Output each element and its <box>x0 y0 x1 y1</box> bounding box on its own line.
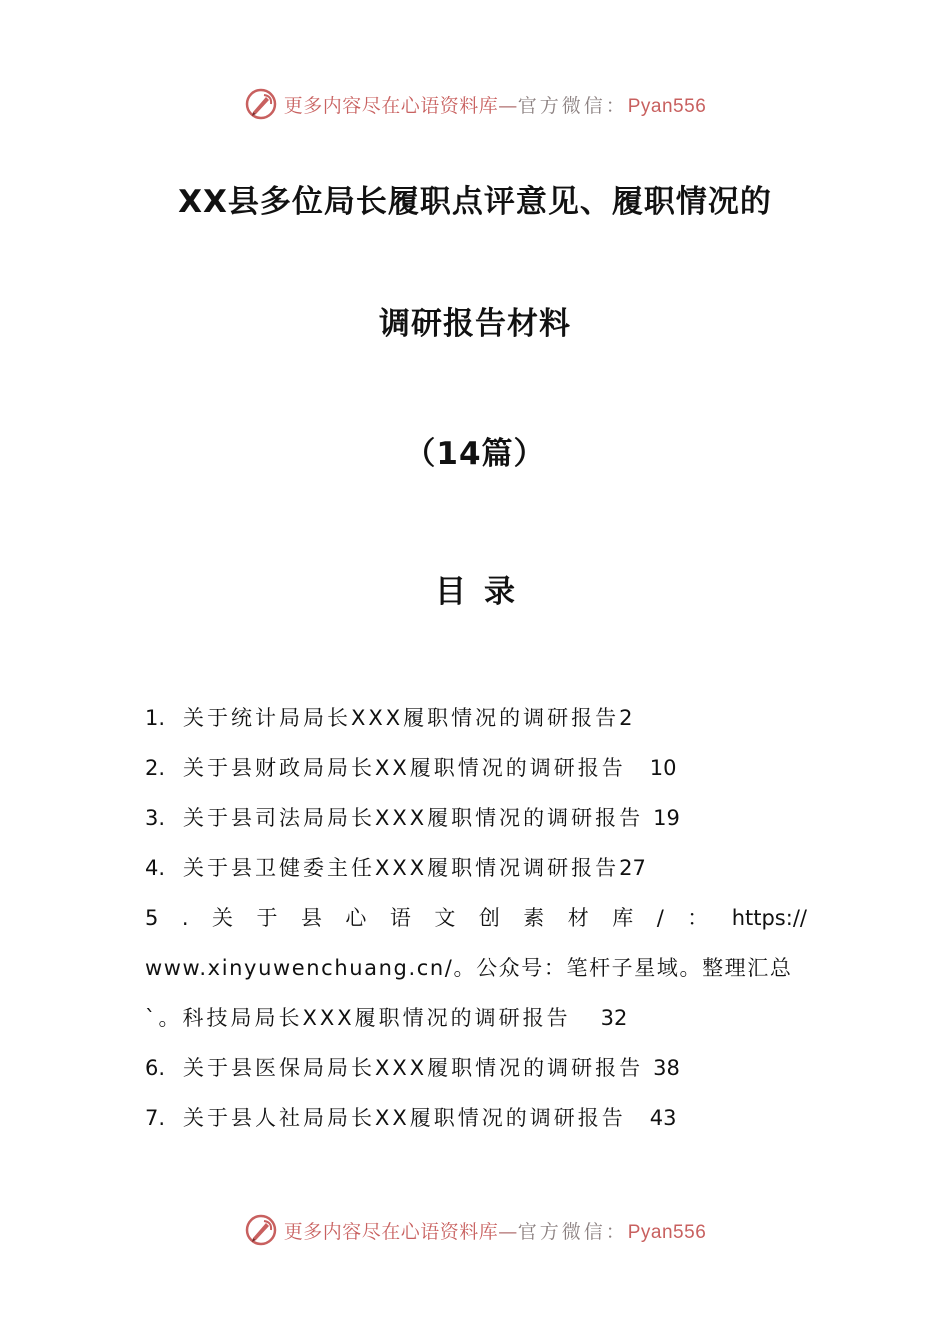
toc-item-7[interactable] <box>145 1100 807 1150</box>
toc-item-page: 32 <box>600 1006 628 1030</box>
banner-text <box>284 1217 707 1244</box>
toc-item-5-char: . <box>181 906 189 930</box>
pen-logo-icon <box>244 87 278 121</box>
banner-wechat-id: Pyan556 <box>627 1221 707 1243</box>
toc-item-5-char: ： <box>687 906 709 930</box>
toc-item-5-char: 文 <box>434 906 456 930</box>
toc-item-5-char: 心 <box>345 906 367 930</box>
toc-item-text: 关于县财政局局长XX履职情况的调研报告 <box>183 756 626 780</box>
document-title-line1: XX县多位局长履职点评意见、履职情况的 <box>178 184 772 220</box>
toc-item-5-char: 库 <box>612 906 634 930</box>
toc-item-5-char: https:// <box>731 906 807 930</box>
toc-item-3[interactable] <box>145 800 807 850</box>
toc-item-2[interactable] <box>145 750 807 800</box>
toc-item-5-char: 关 <box>212 906 233 930</box>
toc-item-number: 3. <box>145 806 166 830</box>
article-count: （14篇） <box>404 436 546 472</box>
toc-item-5-char: 素 <box>523 906 545 930</box>
banner-wechat-label: 官方微信： <box>517 94 628 117</box>
toc-item-5-char: 创 <box>478 906 500 930</box>
banner-text <box>284 91 707 118</box>
banner-main-text: 更多内容尽在心语资料库 <box>283 94 499 117</box>
document-title-line2: 调研报告材料 <box>379 306 571 342</box>
toc-item-text: 关于县人社局局长XX履职情况的调研报告 <box>183 1106 626 1130</box>
toc-item-number: 1. <box>145 706 166 730</box>
banner-separator: — <box>498 1220 518 1243</box>
toc-item-page: 38 <box>653 1056 680 1080</box>
toc-item-page: 10 <box>649 756 677 780</box>
toc-item-text: 关于统计局局长XXX履职情况的调研报告 <box>183 706 620 730</box>
toc-item-5-char: 材 <box>567 906 589 930</box>
toc-item-text: 关于县医保局局长XXX履职情况的调研报告 <box>183 1056 644 1080</box>
toc-item-number: 6. <box>145 1056 166 1080</box>
banner-wechat-label: 官方微信： <box>517 1220 628 1243</box>
toc-item-number: 2. <box>145 756 166 780</box>
toc-item-5-url-text: www.xinyuwenchuang.cn/。公众号：笔杆子星域。整理汇总 <box>145 956 793 980</box>
footer-watermark-banner <box>0 1210 950 1250</box>
banner-main-text: 更多内容尽在心语资料库 <box>283 1220 499 1243</box>
toc-item-number: 7. <box>145 1106 166 1130</box>
toc-item-text: 关于县司法局局长XXX履职情况的调研报告 <box>183 806 644 830</box>
toc-heading: 目录 <box>435 574 533 610</box>
toc-item-5-char: 于 <box>256 906 278 930</box>
toc-item-5-line3[interactable] <box>145 1000 807 1050</box>
pen-logo-icon <box>244 1213 278 1247</box>
toc-item-5-line2[interactable] <box>145 950 807 1000</box>
toc-item-5-char: 县 <box>300 906 322 930</box>
table-of-contents <box>145 700 807 1150</box>
toc-item-6[interactable] <box>145 1050 807 1100</box>
toc-item-page: 27 <box>619 856 646 880</box>
toc-item-1[interactable] <box>145 700 807 750</box>
toc-item-number: 4. <box>145 856 166 880</box>
toc-item-page: 19 <box>653 806 680 830</box>
toc-item-4[interactable] <box>145 850 807 900</box>
banner-separator: — <box>498 94 518 117</box>
toc-item-page: 2 <box>619 706 633 730</box>
toc-item-page: 43 <box>649 1106 677 1130</box>
toc-item-5-char: / <box>656 906 664 930</box>
banner-wechat-id: Pyan556 <box>627 95 707 117</box>
toc-item-5-char: 5 <box>145 906 159 930</box>
toc-item-text: 关于县卫健委主任XXX履职情况调研报告 <box>183 856 620 880</box>
toc-item-5-line1[interactable] <box>145 900 807 950</box>
header-watermark-banner <box>0 84 950 124</box>
toc-item-5-char: 语 <box>389 906 411 930</box>
toc-item-text: `。科技局局长XXX履职情况的调研报告 <box>145 1006 571 1030</box>
